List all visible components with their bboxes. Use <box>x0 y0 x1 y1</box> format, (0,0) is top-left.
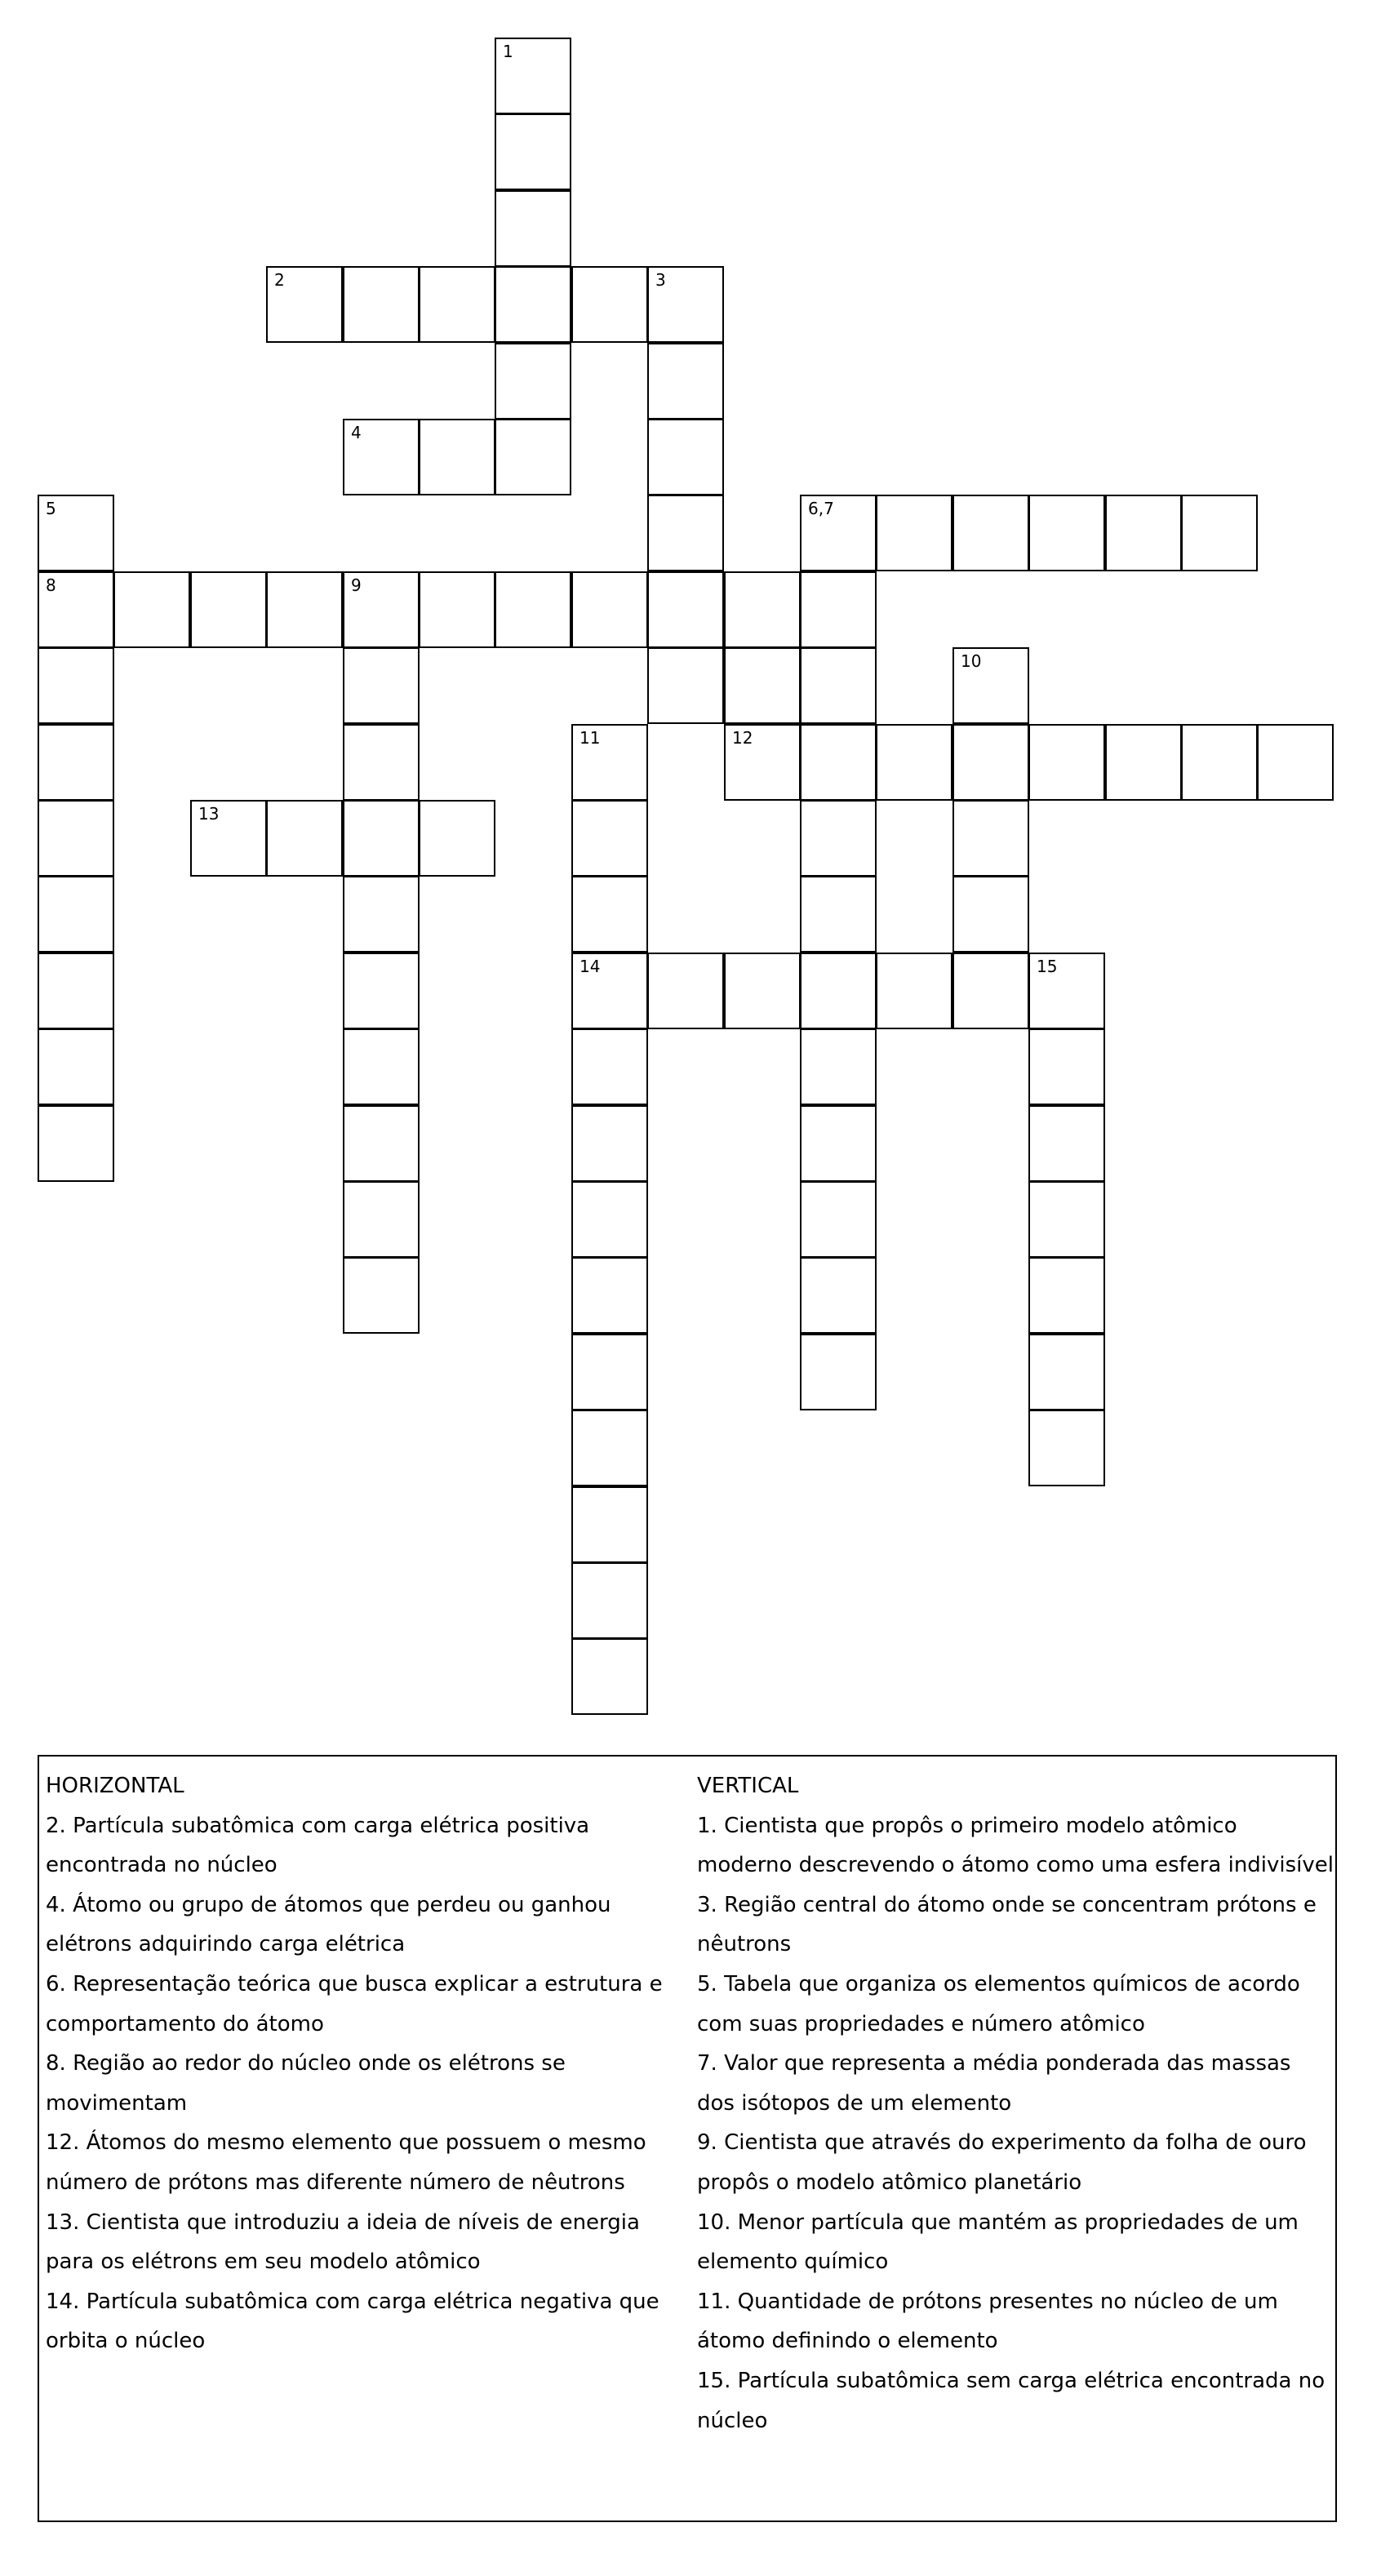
clue-number: 10 <box>961 651 982 671</box>
clue-number: 2 <box>274 270 285 290</box>
grid-cell[interactable] <box>800 953 877 1029</box>
clue-number: 13 <box>198 804 220 824</box>
clue-horizontal-4: 4. Átomo ou grupo de átomos que perdeu ou ganhou elétrons adquirindo carga elétrica <box>46 1892 611 1957</box>
grid-cell[interactable] <box>266 800 343 877</box>
grid-cell[interactable] <box>419 571 495 648</box>
grid-cell[interactable] <box>571 1486 648 1563</box>
grid-cell[interactable] <box>1028 1257 1105 1334</box>
grid-cell[interactable] <box>800 800 877 877</box>
grid-cell[interactable] <box>800 1028 877 1105</box>
grid-cell[interactable] <box>571 1257 648 1334</box>
clue-vertical-9: 9. Cientista que através do experimento da folha de ouro propôs o modelo atômico planetário <box>697 2130 1307 2195</box>
grid-cell[interactable] <box>1181 724 1258 801</box>
grid-cell[interactable] <box>190 571 267 648</box>
grid-cell[interactable] <box>1028 1334 1105 1410</box>
clue-number: 14 <box>579 957 601 976</box>
grid-cell[interactable] <box>800 495 877 571</box>
vertical-title: VERTICAL <box>697 1774 799 1798</box>
grid-cell[interactable] <box>1105 724 1182 801</box>
grid-cell[interactable] <box>419 800 495 877</box>
grid-cell[interactable] <box>571 1181 648 1258</box>
grid-cell[interactable] <box>647 343 724 420</box>
grid-cell[interactable] <box>1028 1181 1105 1258</box>
grid-cell[interactable] <box>343 724 420 801</box>
clue-number: 15 <box>1037 957 1058 976</box>
clue-number: 12 <box>732 728 753 748</box>
grid-cell[interactable] <box>495 266 571 343</box>
grid-cell[interactable] <box>647 495 724 571</box>
grid-cell[interactable] <box>647 266 724 343</box>
grid-cell[interactable] <box>343 1028 420 1105</box>
grid-cell[interactable] <box>571 266 648 343</box>
grid-cell[interactable] <box>113 571 190 648</box>
grid-cell[interactable] <box>571 1562 648 1639</box>
clue-vertical-15: 15. Partícula subatômica sem carga elétrica encontrada no núcleo <box>697 2368 1325 2433</box>
clue-horizontal-6: 6. Representação teórica que busca explicar a estrutura e comportamento do átomo <box>46 1971 663 2036</box>
grid-cell[interactable] <box>495 571 571 648</box>
grid-cell[interactable] <box>38 571 114 648</box>
grid-cell[interactable] <box>495 343 571 420</box>
grid-cell[interactable] <box>1257 724 1334 801</box>
grid-cell[interactable] <box>1028 495 1105 571</box>
grid-cell[interactable] <box>647 647 724 724</box>
grid-cell[interactable] <box>1028 1105 1105 1182</box>
horizontal-clues <box>46 1766 690 2361</box>
grid-cell[interactable] <box>571 1638 648 1715</box>
grid-cell[interactable] <box>571 1334 648 1410</box>
grid-cell[interactable] <box>343 800 420 877</box>
grid-cell[interactable] <box>876 724 952 801</box>
grid-cell[interactable] <box>343 571 420 648</box>
grid-cell[interactable] <box>1028 1410 1105 1486</box>
horizontal-title: HORIZONTAL <box>46 1774 184 1798</box>
grid-cell[interactable] <box>952 800 1029 877</box>
clue-horizontal-14: 14. Partícula subatômica com carga elétrica negativa que orbita o núcleo <box>46 2289 659 2354</box>
grid-cell[interactable] <box>571 1105 648 1182</box>
clue-vertical-3: 3. Região central do átomo onde se concentram prótons e nêutrons <box>697 1892 1317 1957</box>
clue-number: 6,7 <box>808 499 834 518</box>
clue-number: 9 <box>351 575 362 595</box>
grid-cell[interactable] <box>190 800 267 877</box>
grid-cell[interactable] <box>343 1181 420 1258</box>
grid-cell[interactable] <box>419 419 495 495</box>
clue-vertical-1: 1. Cientista que propôs o primeiro modelo atômico moderno descrevendo o átomo como uma esfera indivisível <box>697 1813 1334 1878</box>
grid-cell[interactable] <box>800 1257 877 1334</box>
grid-cell[interactable] <box>952 953 1029 1029</box>
clue-horizontal-13: 13. Cientista que introduziu a ideia de níveis de energia para os elétrons em seu modelo atômico <box>46 2210 640 2275</box>
grid-cell[interactable] <box>38 876 114 953</box>
grid-cell[interactable] <box>724 724 801 801</box>
grid-cell[interactable] <box>571 800 648 877</box>
grid-cell[interactable] <box>343 953 420 1029</box>
grid-cell[interactable] <box>647 419 724 495</box>
grid-cell[interactable] <box>647 571 724 648</box>
vertical-clues <box>697 1766 1334 2441</box>
grid-cell[interactable] <box>495 419 571 495</box>
grid-cell[interactable] <box>343 647 420 724</box>
clue-horizontal-2: 2. Partícula subatômica com carga elétrica positiva encontrada no núcleo <box>46 1813 590 1878</box>
grid-cell[interactable] <box>1028 953 1105 1029</box>
grid-cell[interactable] <box>952 495 1029 571</box>
clue-vertical-5: 5. Tabela que organiza os elementos químicos de acordo com suas propriedades e número atômico <box>697 1971 1300 2036</box>
grid-cell[interactable] <box>266 266 343 343</box>
grid-cell[interactable] <box>800 1105 877 1182</box>
grid-cell[interactable] <box>343 1257 420 1334</box>
grid-cell[interactable] <box>571 571 648 648</box>
grid-cell[interactable] <box>38 1105 114 1182</box>
grid-cell[interactable] <box>1028 1028 1105 1105</box>
grid-cell[interactable] <box>571 876 648 953</box>
grid-cell[interactable] <box>952 876 1029 953</box>
grid-cell[interactable] <box>38 647 114 724</box>
grid-cell[interactable] <box>1105 495 1182 571</box>
clue-number: 8 <box>46 575 56 595</box>
grid-cell[interactable] <box>876 495 952 571</box>
grid-cell[interactable] <box>724 953 801 1029</box>
grid-cell[interactable] <box>38 953 114 1029</box>
grid-cell[interactable] <box>571 724 648 801</box>
grid-cell[interactable] <box>38 800 114 877</box>
grid-cell[interactable] <box>495 38 571 114</box>
clue-vertical-11: 11. Quantidade de prótons presentes no núcleo de um átomo definindo o elemento <box>697 2289 1278 2354</box>
grid-cell[interactable] <box>876 953 952 1029</box>
grid-cell[interactable] <box>800 724 877 801</box>
clue-vertical-7: 7. Valor que representa a média ponderada das massas dos isótopos de um elemento <box>697 2051 1291 2116</box>
grid-cell[interactable] <box>266 571 343 648</box>
grid-cell[interactable] <box>724 571 801 648</box>
clue-number: 4 <box>351 423 362 442</box>
grid-cell[interactable] <box>800 571 877 648</box>
grid-cell[interactable] <box>800 647 877 724</box>
grid-cell[interactable] <box>571 1028 648 1105</box>
clue-number: 11 <box>579 728 601 748</box>
grid-cell[interactable] <box>952 724 1029 801</box>
grid-cell[interactable] <box>800 1181 877 1258</box>
clue-number: 5 <box>46 499 56 518</box>
grid-cell[interactable] <box>343 266 420 343</box>
grid-cell[interactable] <box>38 495 114 571</box>
grid-cell[interactable] <box>800 876 877 953</box>
grid-cell[interactable] <box>724 647 801 724</box>
grid-cell[interactable] <box>571 953 648 1029</box>
grid-cell[interactable] <box>1181 495 1258 571</box>
grid-cell[interactable] <box>800 1334 877 1410</box>
grid-cell[interactable] <box>343 419 420 495</box>
grid-cell[interactable] <box>495 113 571 190</box>
clue-vertical-10: 10. Menor partícula que mantém as propriedades de um elemento químico <box>697 2210 1299 2275</box>
grid-cell[interactable] <box>38 724 114 801</box>
grid-cell[interactable] <box>1028 724 1105 801</box>
clue-number: 3 <box>655 270 666 290</box>
clue-horizontal-8: 8. Região ao redor do núcleo onde os elétrons se movimentam <box>46 2051 566 2116</box>
grid-cell[interactable] <box>38 1028 114 1105</box>
clue-horizontal-12: 12. Átomos do mesmo elemento que possuem o mesmo número de prótons mas diferente número de nêutrons <box>46 2130 646 2195</box>
grid-cell[interactable] <box>419 266 495 343</box>
grid-cell[interactable] <box>495 190 571 267</box>
clues-box <box>38 1755 1337 2522</box>
grid-cell[interactable] <box>952 647 1029 724</box>
grid-cell[interactable] <box>343 1105 420 1182</box>
grid-cell[interactable] <box>343 876 420 953</box>
grid-cell[interactable] <box>647 953 724 1029</box>
grid-cell[interactable] <box>571 1410 648 1486</box>
clue-number: 1 <box>503 42 513 61</box>
